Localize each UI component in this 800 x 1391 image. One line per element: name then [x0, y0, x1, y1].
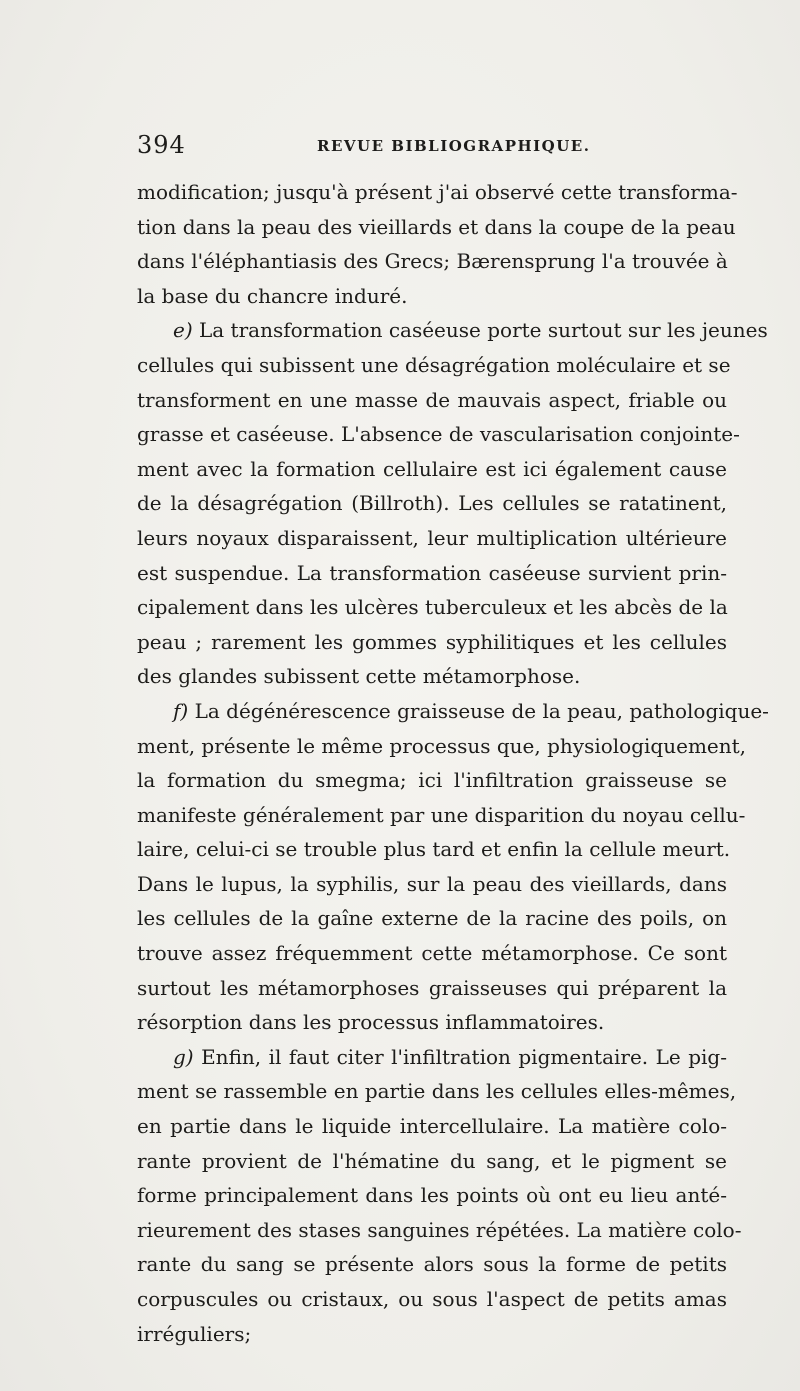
text-line: irréguliers;	[137, 1321, 252, 1346]
text-line: dans l'éléphantiasis des Grecs; Bærensprung l'a trouvée à	[137, 249, 728, 274]
text-line: rante du sang se présente alors sous la forme de petits	[137, 1252, 727, 1277]
text-line: rieurement des stases sanguines répétées. La matière colo-	[137, 1217, 742, 1242]
page-number: 394	[137, 131, 186, 159]
text-line: peau ; rarement les gommes syphilitiques et les cellules	[137, 629, 727, 654]
text-line: forme principalement dans les points où ont eu lieu anté-	[137, 1183, 727, 1208]
text-line: leurs noyaux disparaissent, leur multiplication ultérieure	[137, 525, 727, 550]
text-line: la formation du smegma; ici l'infiltration graisseuse se	[137, 768, 727, 793]
paragraph-marker: g)	[173, 1044, 194, 1069]
text-line: f) La dégénérescence graisseuse de la peau, pathologique-	[173, 698, 769, 723]
text-line: ment avec la formation cellulaire est ici également cause	[137, 456, 727, 481]
paragraph-marker: e)	[173, 318, 193, 343]
text-line: Dans le lupus, la syphilis, sur la peau des vieillards, dans	[137, 871, 727, 896]
text-line: des glandes subissent cette métamorphose.	[137, 664, 581, 689]
text-line: corpuscules ou cristaux, ou sous l'aspect de petits amas	[137, 1287, 727, 1311]
text-line: en partie dans le liquide intercellulaire. La matière colo-	[137, 1114, 727, 1139]
text-line: cellules qui subissent une désagrégation moléculaire et se	[137, 352, 731, 377]
text-line: la base du chancre induré.	[137, 283, 408, 308]
text-line: ment, présente le même processus que, physiologiquement,	[137, 733, 747, 758]
text-line: cipalement dans les ulcères tuberculeux et les abcès de la	[137, 595, 728, 620]
text-line: ment se rassemble en partie dans les cellules elles-mêmes,	[137, 1079, 737, 1104]
running-head	[137, 131, 727, 161]
text-line: laire, celui-ci se trouble plus tard et enfin la cellule meurt.	[137, 837, 731, 862]
text-line: rante provient de l'hématine du sang, et le pigment se	[137, 1148, 727, 1173]
text-line: manifeste généralement par une disparition du noyau cellu-	[137, 802, 746, 827]
text-line: modification; jusqu'à présent j'ai observé cette transforma-	[137, 180, 738, 204]
text-line: les cellules de la gaîne externe de la racine des poils, on	[137, 906, 727, 931]
text-line: tion dans la peau des vieillards et dans la coupe de la peau	[137, 214, 736, 239]
text-line: grasse et caséeuse. L'absence de vascularisation conjointe-	[137, 422, 740, 447]
running-title: REVUE BIBLIOGRAPHIQUE.	[317, 137, 591, 155]
text-line: trouve assez fréquemment cette métamorphose. Ce sont	[137, 941, 727, 966]
text-line: est suspendue. La transformation caséeuse survient prin-	[137, 560, 727, 585]
text-line: g) Enfin, il faut citer l'infiltration pigmentaire. Le pig-	[173, 1044, 727, 1069]
text-line: résorption dans les processus inflammatoires.	[137, 1010, 605, 1035]
paragraph-marker: f)	[173, 698, 189, 723]
body-text	[137, 175, 769, 1351]
text-line: e) La transformation caséeuse porte surtout sur les jeunes	[173, 318, 768, 343]
text-line: transforment en une masse de mauvais aspect, friable ou	[137, 387, 727, 412]
text-line: de la désagrégation (Billroth). Les cellules se ratatinent,	[137, 491, 727, 516]
text-line: surtout les métamorphoses graisseuses qui préparent la	[137, 975, 727, 1000]
